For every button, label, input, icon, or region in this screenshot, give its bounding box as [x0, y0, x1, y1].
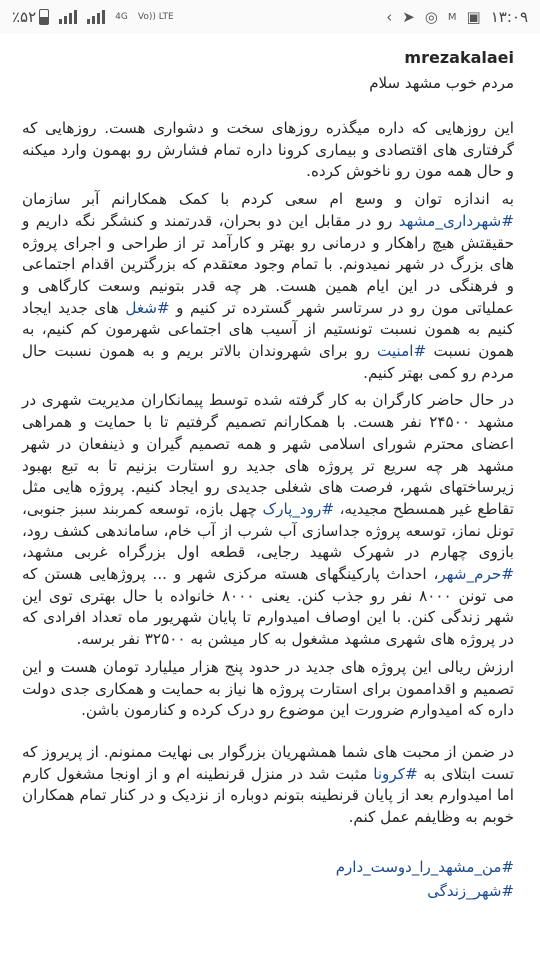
paragraph-spacer — [22, 728, 514, 742]
caption-paragraph — [22, 118, 514, 183]
battery-percent: ٪۵۲ — [12, 8, 37, 26]
caption-text: در حال حاضر کارگران به کار گرفته شده توسط پیمانکاران مدیریت شهری در مشهد ۲۴۵۰۰ نفر هست. با همکارانم تصمیم گرفتیم تا با حمایت و همراهی اعضای محترم شورای اسلامی شهر و همه تصمیم گیران و ذینفعان در شهر مشهد هر چه سریع تر پروژه های جدید رو استارت بزنیم تا به تبع بهبود زیرساختهای شهر، فرصت های شغلی جدیدی رو ایجاد کنیم. پروژه هایی مثل تقاطع غیر همسطح مجیدیه، — [22, 391, 515, 518]
caption-text: رو برای شهروندان بالاتر بریم و به همون نسبت حال مردم رو کمی بهتر کنیم. — [22, 342, 514, 382]
caption-text: چهل بازه، توسعه کمربند سبز جنوبی، تونل نماز، توسعه پروژه جداسازی آب شرب از آب خام، ساماندهی کشف رود، بازوی چهارم در شهرک شهید رجایی، قطعه اول بزرگراه غربی مشهد، — [22, 499, 514, 562]
signal-icon-2 — [87, 10, 105, 24]
post-username[interactable]: mrezakalaei — [404, 48, 514, 67]
telegram-icon: ➤ — [402, 8, 415, 26]
caption-paragraph — [22, 742, 514, 829]
hashtag-link[interactable]: #حرم_شهر — [438, 565, 514, 584]
caption-paragraph — [22, 390, 514, 650]
caption-text: به اندازه توان و وسع ام سعی کردم با کمک همکارانم آبر سازمان — [22, 190, 514, 209]
mm-icon: M — [447, 11, 457, 23]
caption-text: این روزهایی که داره میگذره روزهای سخت و دشواری هست. روزهایی که گرفتاری های اقتصادی و بیماری کرونا داره تمام فشارش رو بهمون وارد میکنه و حال همه مون رو ناخوش کرده. — [22, 119, 514, 181]
hashtag-link[interactable]: #رود_پارک — [262, 499, 335, 518]
caption-text: مثبت شد در منزل قرنطینه ام و از اونجا مشغول کارم اما امیدوارم بعد از پایان قرنطینه بتونم دوباره از نزدیک و در کنار تمام همکاران خوبم به وظایفم عمل کنم. — [22, 764, 514, 827]
signal-icon — [59, 10, 77, 24]
hashtag-link[interactable]: #من_مشهد_را_دوست_دارم — [335, 857, 514, 876]
caption-text: ، احداث پارکینگهای هسته مرکزی شهر و ... پروژهایی هستن که می تونن ۸۰۰۰ نفر رو جذب کنن. یعنی ۸۰۰۰ خانواده با حال بهتری توی این شهر زندگی کنن. با این اوصاف امیدوارم تا پایان شهریور ماه تعداد افرادی که در پروژه های شهری مشهد مشغول به کار میشن به ۳۲۵۰۰ نفر برسه. — [22, 565, 514, 649]
previous-post-edge — [0, 34, 540, 44]
status-bar — [0, 0, 540, 34]
battery-icon — [39, 9, 49, 25]
hashtag-link[interactable]: #کرونا — [373, 764, 418, 783]
status-right — [386, 8, 528, 26]
caption-paragraph — [22, 189, 514, 384]
caption-paragraph — [22, 657, 514, 722]
post-caption — [22, 118, 514, 829]
post-greeting: مردم خوب مشهد سلام — [369, 74, 514, 92]
hashtag-link[interactable]: #شغل — [125, 298, 170, 317]
hashtag-link[interactable]: #شهر_زندگی — [427, 881, 514, 900]
status-time: ۱۳:۰۹ — [490, 8, 528, 26]
screenshot-icon: ▣ — [466, 8, 481, 26]
post-hashtags — [22, 855, 514, 903]
caption-text: های جدید ایجاد کنیم به همون نسبت تونستیم از آسیب های اجتماعی شهرمون کم کنیم، به همون نسبت — [22, 298, 514, 361]
hashtag-link[interactable]: #امنیت — [377, 342, 427, 361]
network-volte-label: Vo)) LTE — [137, 11, 174, 22]
hashtag-link[interactable]: #شهرداری_مشهد — [398, 211, 514, 230]
chevron-icon: ‹ — [386, 8, 393, 26]
instagram-icon: ◎ — [424, 8, 438, 26]
status-left — [12, 8, 174, 26]
post-caption-container — [0, 44, 540, 903]
battery-indicator — [12, 8, 49, 26]
caption-text: در ضمن از محبت های شما همشهریان بزرگوار بی نهایت ممنونم. از پریروز که تست ابتلای به — [22, 742, 514, 783]
caption-text: رو در مقابل این دو بحران، قدرتمند و کنشگر نگه داریم و حقیقتش هیچ راهکار و درمانی رو بهتر و کارآمد تر از طراحی و اجرای پروژه های بزرگ در شهر نمیدونم. با تمام وجود معتقدم که بزرگترین اقدام اجتماعی و فرهنگی در این ایام همین هست. هر چه قدر بتونیم وسعت کارگاهی و عملیاتی مون رو در سرتاسر شهر گسترده تر کنیم و — [22, 211, 514, 317]
network-4g-label: 4G — [115, 11, 128, 22]
caption-text: ارزش ریالی این پروژه های جدید در حدود پنج هزار میلیارد تومان هست و این تصمیم و اقداممون برای استارت پروژه ها نیاز به حمایت و همکاری جدی دولت داره که امیدوارم ضرورت این موضوع رو درک کرده و کنارمون باشن. — [22, 657, 514, 720]
